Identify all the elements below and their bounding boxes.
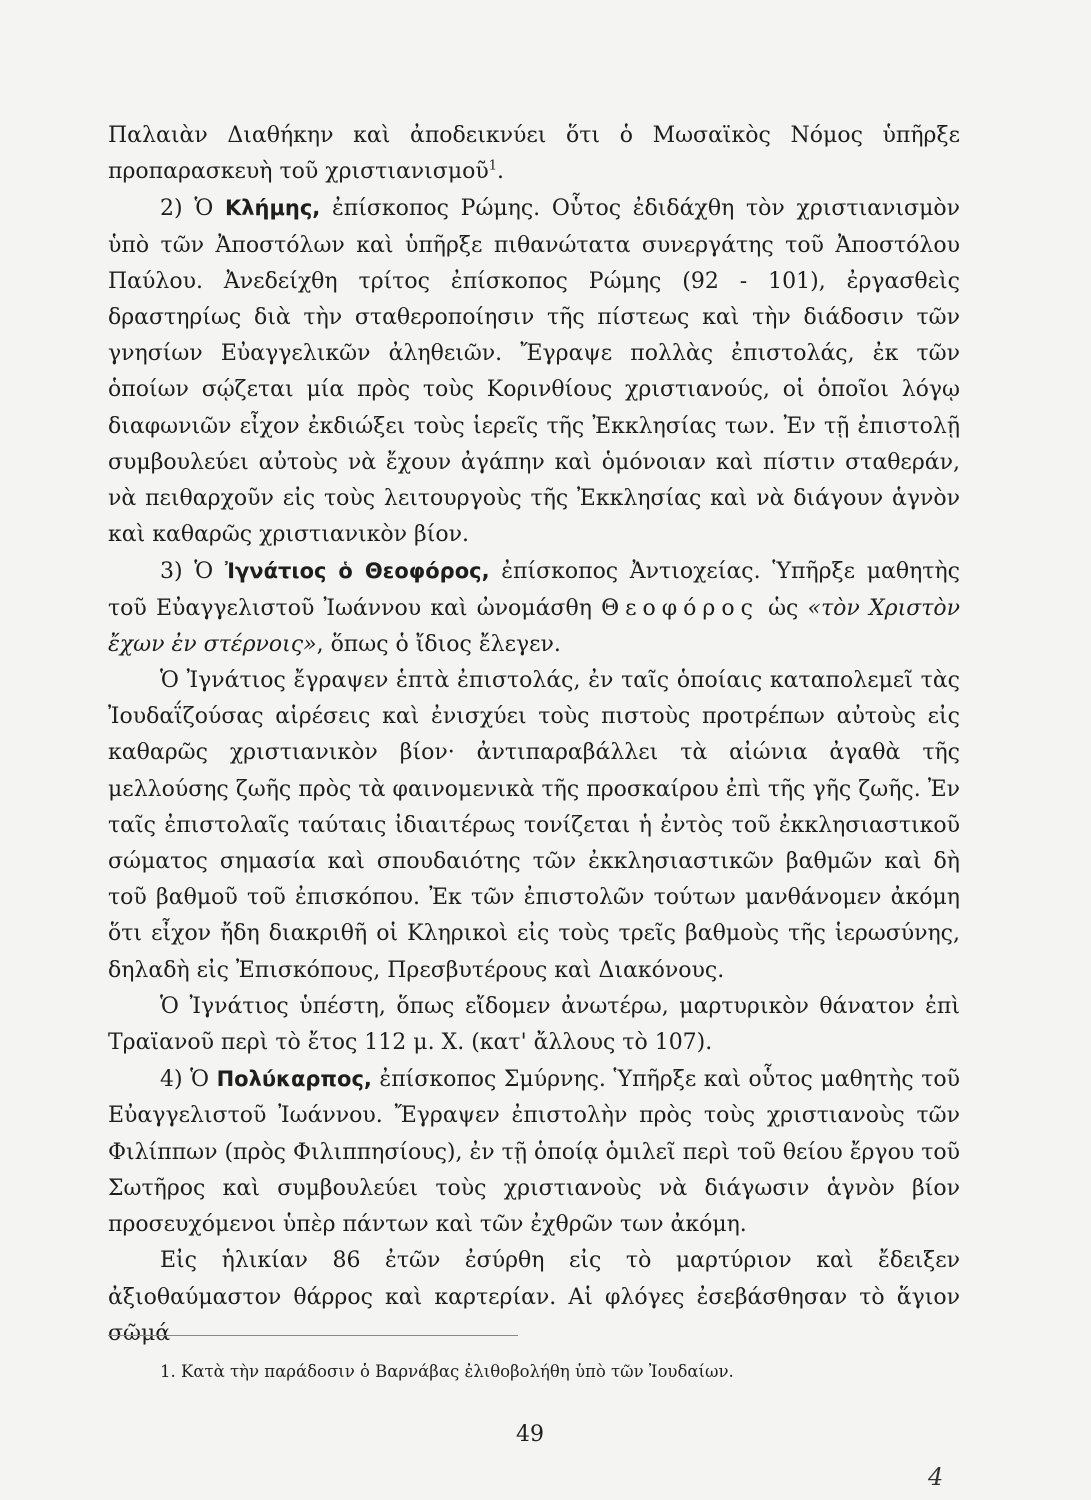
- name-clement: Κλήμης,: [224, 196, 321, 221]
- footnote-ref: 1: [488, 158, 498, 174]
- footnote-divider: [108, 1335, 518, 1336]
- page-number: 49: [516, 1422, 544, 1447]
- paragraph-polycarp: 4) Ὁ Πολύκαρπος, ἐπίσκοπος Σμύρνης. Ὑπῆρξε καὶ οὗτος μαθητὴς τοῦ Εὐαγγελιστοῦ Ἰωάννου. Ἔγραψεν ἐπιστολὴν πρὸς τοὺς χριστιανοὺς τῶν Φιλίππων (πρὸς Φιλιππησίους), ἐν τῇ ὁποίᾳ ὁμιλεῖ περὶ τοῦ θείου ἔργου τοῦ Σωτῆρος καὶ συμβουλεύει τοὺς χριστιανοὺς νὰ διάγωσιν ἁγνὸν βίον προσευχόμενοι ὑπὲρ πάντων καὶ τῶν ἐχθρῶν των ἀκόμη.: [108, 1067, 960, 1238]
- paragraph-clement: 2) Ὁ Κλήμης, ἐπίσκοπος Ρώμης. Οὗτος ἐδιδάχθη τὸν χριστιανισμὸν ὑπὸ τῶν Ἀποστόλων καὶ ὑπῆρξε πιθανώτατα συνεργάτης τοῦ Ἀποστόλου Παύλου. Ἀνεδείχθη τρίτος ἐπίσκοπος Ρώμης (92 - 101), ἐργασθεὶς δραστηρίως διὰ τὴν σταθεροποίησιν τῆς πίστεως καὶ τὴν διάδοσιν τῶν γνησίων Εὐαγγελικῶν ἀληθειῶν. Ἔγραψε πολλὰς ἐπιστολάς, ἐκ τῶν ὁποίων σῴζεται μία πρὸς τοὺς Κορινθίους χριστιανούς, οἱ ὁποῖοι λόγῳ διαφωνιῶν εἶχον ἐκδιώξει τοὺς ἱερεῖς τῆς Ἐκκλησίας των. Ἐν τῇ ἐπιστολῇ συμβουλεύει αὐτοὺς νὰ ἔχουν ἀγάπην καὶ ὁμόνοιαν καὶ πίστιν σταθεράν, νὰ πειθαρχοῦν εἰς τοὺς λειτουργοὺς τῆς Ἐκκλησίας καὶ νὰ διάγουν ἁγνὸν καὶ καθαρῶς χριστιανικὸν βίον.: [108, 196, 960, 548]
- paragraph-1: Παλαιὰν Διαθήκην καὶ ἀποδεικνύει ὅτι ὁ Μωσαϊκὸς Νόμος ὑπῆρξε προπαρασκευὴ τοῦ χριστιανισμοῦ$^1$.: [108, 123, 960, 185]
- name-ignatius: Ἰγνάτιος ὁ Θεοφόρος,: [224, 559, 490, 584]
- quote: «τὸν Χριστὸν ἔχων ἐν στέρνοις»: [108, 595, 961, 657]
- paragraph-ignatius-letters: Ὁ Ἰγνάτιος ἔγραψεν ἑπτὰ ἐπιστολάς, ἐν ταῖς ὁποίαις καταπολεμεῖ τὰς Ἰουδαΐζούσας αἱρέσεις καὶ ἐνισχύει τοὺς πιστοὺς προτρέπων αὐτοὺς εἰς καθαρῶς χριστιανικὸν βίον· ἀντιπαραβάλλει τὰ αἰώνια ἀγαθὰ τῆς μελλούσης ζωῆς πρὸς τὰ φαινομενικὰ τῆς προσκαίρου ἐπὶ τῆς γῆς ζωῆς. Ἐν ταῖς ἐπιστολαῖς ταύταις ἰδιαιτέρως τονίζεται ἡ ἐντὸς τοῦ ἐκκλησιαστικοῦ σώματος σημασία καὶ σπουδαιότης τῶν ἐκκλησιαστικῶν βαθμῶν καὶ δὴ τοῦ βαθμοῦ τοῦ ἐπισκόπου. Ἐκ τῶν ἐπιστολῶν τούτων μανθάνομεν ἀκόμη ὅτι εἶχον ἤδη διακριθῆ οἱ Κληρικοὶ εἰς τοὺς τρεῖς βαθμοὺς τῆς ἱερωσύνης, δηλαδὴ εἰς Ἐπισκόπους, Πρεσβυτέρους καὶ Διακόνους.: [108, 668, 960, 983]
- footnote-text: Κατὰ τὴν παράδοσιν ὁ Βαρνάβας ἐλιθοβολήθη ὑπὸ τῶν Ἰουδαίων.: [181, 1362, 734, 1381]
- paragraph-ignatius-death: Ὁ Ἰγνάτιος ὑπέστη, ὅπως εἴδομεν ἀνωτέρω, μαρτυρικὸν θάνατον ἐπὶ Τραϊανοῦ περὶ τὸ ἔτος 112 μ. Χ. (κατ' ἄλλους τὸ 107).: [108, 993, 960, 1056]
- footnote: [160, 1360, 940, 1384]
- paragraph-polycarp-martyrdom: Εἰς ἡλικίαν 86 ἐτῶν ἐσύρθη εἰς τὸ μαρτύριον καὶ ἔδειξεν ἀξιοθαύμαστον θάρρος καὶ καρτερίαν. Αἱ φλόγες ἐσεβάσθησαν τὸ ἅγιον σῶμά: [108, 1248, 960, 1346]
- signature-mark: 4: [928, 1463, 944, 1491]
- name-polycarp: Πολύκαρπος,: [216, 1067, 372, 1092]
- footnote-number: 1.: [160, 1362, 176, 1381]
- body-text: [108, 118, 960, 1352]
- spaced-theophoros: Θεοφόρος: [601, 595, 759, 621]
- paragraph-ignatius: 3) Ὁ Ἰγνάτιος ὁ Θεοφόρος, ἐπίσκοπος Ἀντιοχείας. Ὑπῆρξε μαθητὴς τοῦ Εὐαγγελιστοῦ Ἰωάννου καὶ ὠνομάσθη Θεοφόρος ὡς «τὸν Χριστὸν ἔχων ἐν στέρνοις», ὅπως ὁ ἴδιος ἔλεγεν.: [108, 559, 961, 657]
